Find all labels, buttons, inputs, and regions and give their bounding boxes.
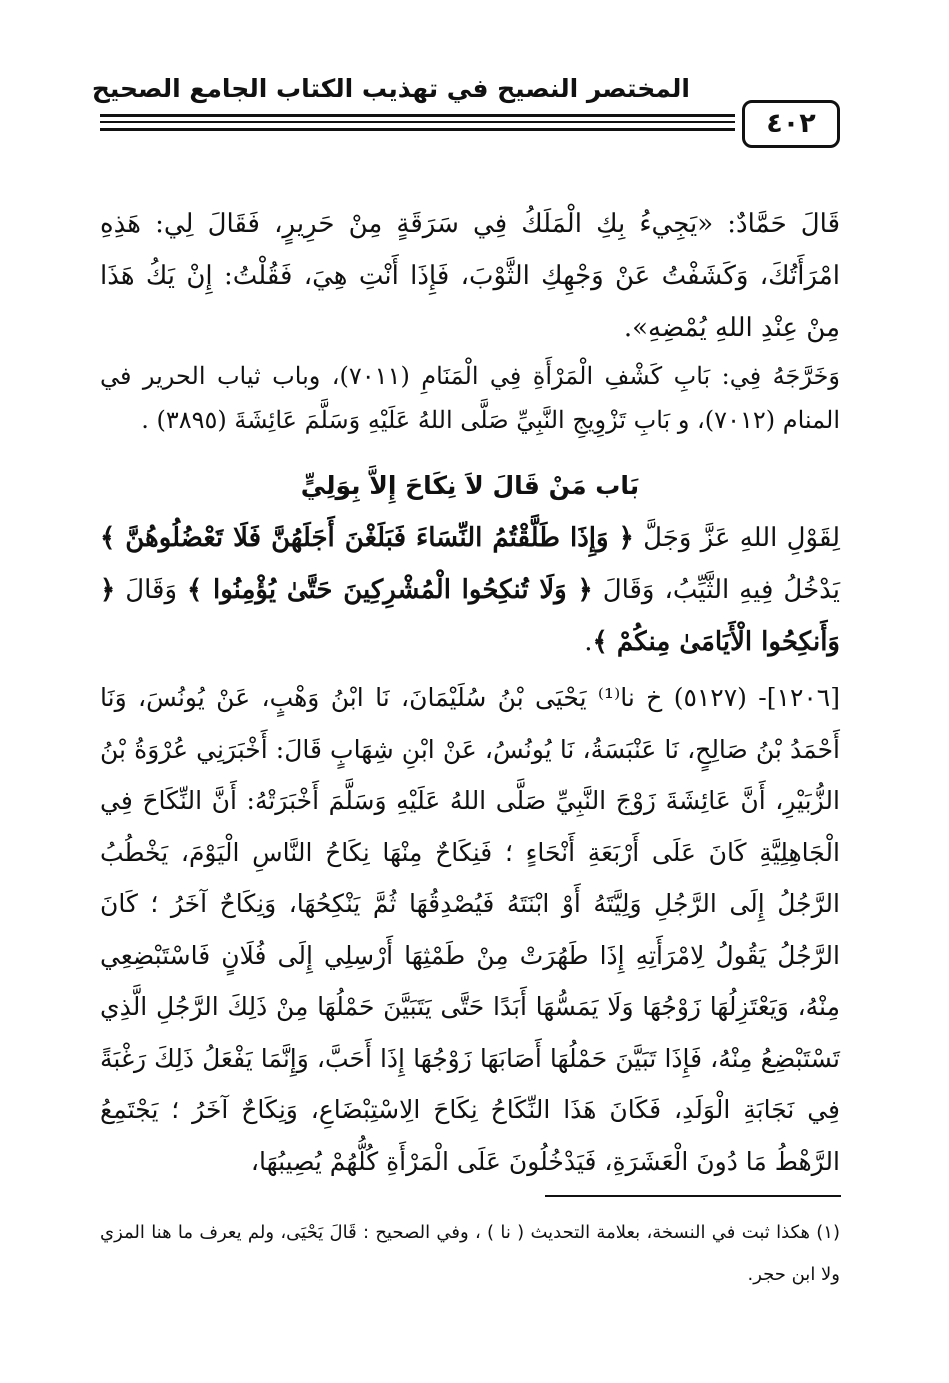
intro-paragraph: قَالَ حَمَّادٌ: «يَجِيءُ بِكِ الْمَلَكُ فِي سَرَقَةٍ مِنْ حَرِيرٍ، فَقَالَ لِي: هَذِهِ امْرَأَتُكَ، وَكَشَفْتُ عَنْ وَجْهِكِ الثَّوْبَ، فَإِذَا أَنْتِ هِيَ، فَقُلْتُ: إِنْ يَكُ هَذَا مِنْ عِنْدِ اللهِ يُمْضِهِ».: [100, 209, 840, 343]
quran-verse: ﴿ وَلَا تُنكِحُوا الْمُشْرِكِينَ حَتَّىٰ يُؤْمِنُوا ﴾: [187, 575, 593, 605]
quran-verse: ﴿ وَأَنكِحُوا الْأَيَامَىٰ مِنكُمْ ﴾: [100, 575, 840, 657]
footnote: (١) هكذا ثبت في النسخة، بعلامة التحديث ( نا ) ، وفي الصحيح : قَالَ يَحْيَى، ولم يعرف ما هنا المزي ولا ابن حجر.: [100, 1222, 840, 1285]
quran-connector: يَدْخُلُ فِيهِ الثَّيِّبُ، وَقَالَ: [602, 575, 841, 605]
page-header: [90, 72, 840, 152]
quran-verse: ﴿ وَإِذَا طَلَّقْتُمُ النِّسَاءَ فَبَلَغْنَ أَجَلَهُنَّ فَلَا تَعْضُلُوهُنَّ ﴾: [100, 523, 634, 553]
page-body: [100, 198, 840, 1187]
hadith-paragraph: [١٢٠٦]- (٥١٢٧) خ نا⁽¹⁾ يَحْيَى بْنُ سُلَيْمَانَ، نَا ابْنُ وَهْبٍ، عَنْ يُونُسَ، وَنَا أَحْمَدُ بْنُ صَالِحٍ، نَا عَنْبَسَةُ، نَا يُونُسُ، عَنْ ابْنِ شِهَابٍ قَالَ: أَخْبَرَنِي عُرْوَةُ بْنُ الزُّبَيْرِ، أَنَّ عَائِشَةَ زَوْجَ النَّبِيِّ صَلَّى اللهُ عَلَيْهِ وَسَلَّمَ أَخْبَرَتْهُ: أَنَّ النِّكَاحَ فِي الْجَاهِلِيَّةِ كَانَ عَلَى أَرْبَعَةِ أَنْحَاءٍ ؛ فَنِكَاحٌ مِنْهَا نِكَاحُ النَّاسِ الْيَوْمَ، يَخْطُبُ الرَّجُلُ إِلَى الرَّجُلِ وَلِيَّتَهُ أَوْ ابْنَتَهُ فَيُصْدِقُهَا ثُمَّ يَنْكِحُهَا، وَنِكَاحٌ آخَرُ ؛ كَانَ الرَّجُلُ يَقُولُ لِامْرَأَتِهِ إِذَا طَهُرَتْ مِنْ طَمْثِهَا أَرْسِلِي إِلَى فُلَانٍ فَاسْتَبْضِعِي مِنْهُ، وَيَعْتَزِلُهَا زَوْجُهَا وَلَا يَمَسُّهَا أَبَدًا حَتَّى يَتَبَيَّنَ حَمْلُهَا مِنْ ذَلِكَ الرَّجُلِ الَّذِي تَسْتَبْضِعُ مِنْهُ، فَإِذَا تَبَيَّنَ حَمْلُهَا أَصَابَهَا زَوْجُهَا إِذَا أَحَبَّ، وَإِنَّمَا يَفْعَلُ ذَلِكَ رَغْبَةً فِي نَجَابَةِ الْوَلَدِ، فَكَانَ هَذَا النِّكَاحُ نِكَاحَ الِاسْتِبْضَاعِ، وَنِكَاحٌ آخَرُ ؛ يَجْتَمِعُ الرَّهْطُ مَا دُونَ الْعَشَرَةِ، فَيَدْخُلُونَ عَلَى الْمَرْأَةِ كُلُّهُمْ يُصِيبُهَا،: [100, 683, 840, 1176]
quran-citation-paragraph: [100, 512, 840, 668]
header-rule: [100, 121, 735, 123]
header-rule: [100, 114, 735, 117]
footnote-divider: [545, 1195, 841, 1197]
quran-connector: وَقَالَ: [125, 575, 178, 605]
reference-paragraph: وَخَرَّجَهُ فِي: بَابِ كَشْفِ الْمَرْأَةِ فِي الْمَنَامِ (٧٠١١)، وباب ثياب الحرير في المنام (٧٠١٢)، و بَابِ تَزْوِيجِ النَّبِيِّ صَلَّى اللهُ عَلَيْهِ وَسَلَّمَ عَائِشَةَ (٣٨٩٥) .: [100, 362, 840, 434]
book-title: المختصر النصيح في تهذيب الكتاب الجامع الصحيح: [91, 74, 690, 103]
page-number: ٤٠٢: [742, 100, 840, 148]
chapter-heading: بَاب مَنْ قَالَ لاَ نِكَاحَ إِلاَّ بِوَلِيٍّ: [300, 471, 640, 500]
header-rule: [100, 128, 735, 131]
quran-end: .: [584, 627, 593, 657]
quran-intro: لِقَوْلِ اللهِ عَزَّ وَجَلَّ: [643, 523, 841, 553]
